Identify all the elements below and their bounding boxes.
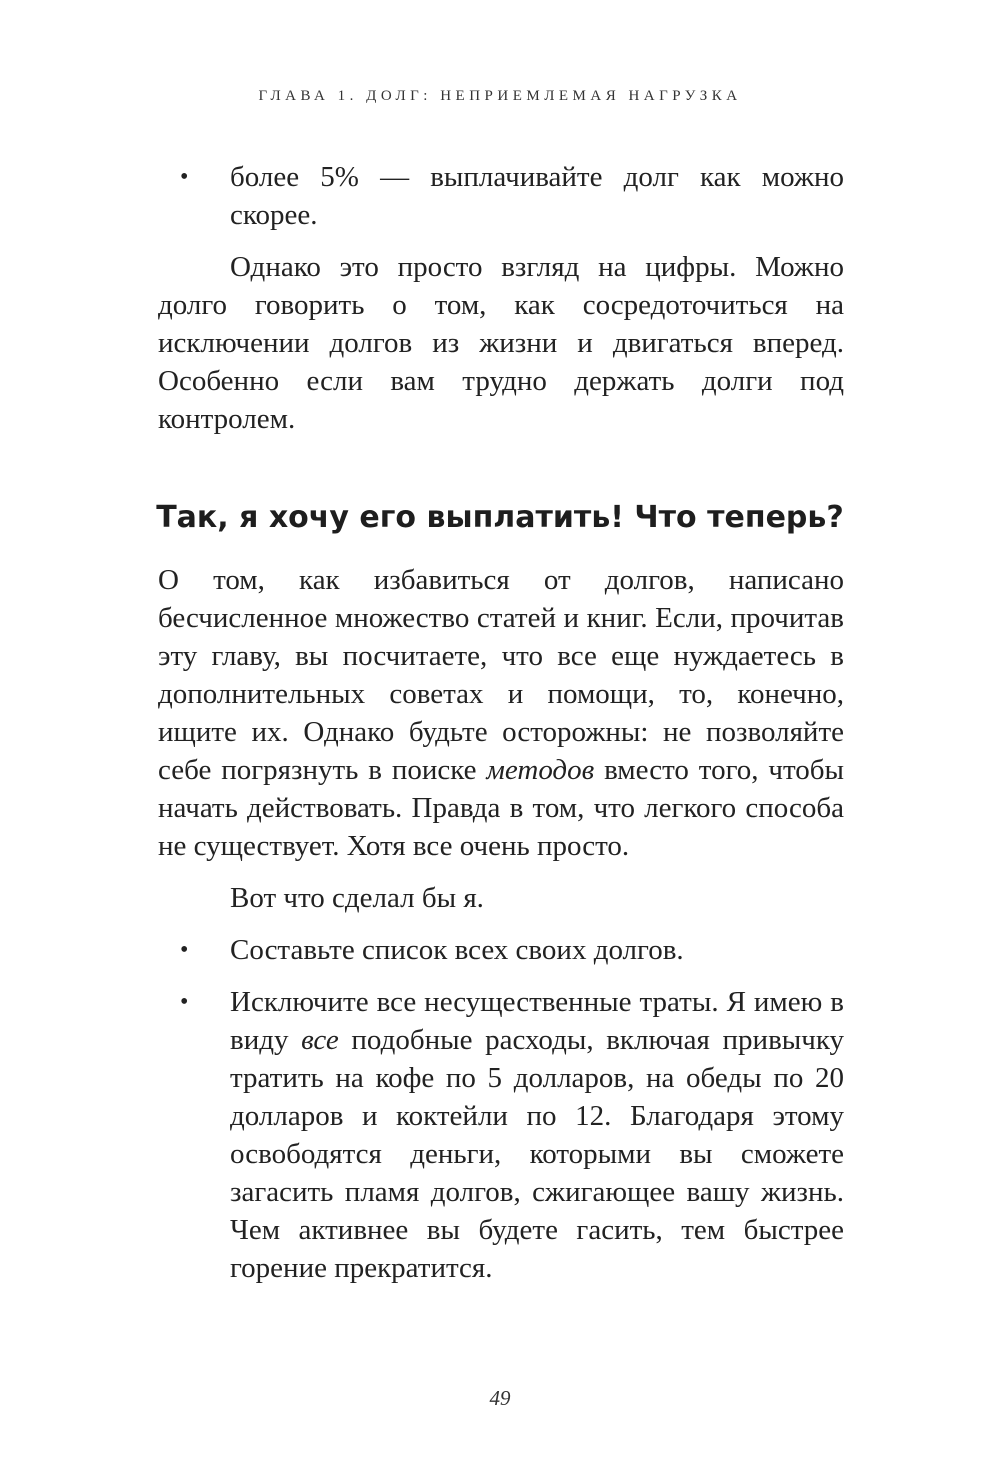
paragraph: Вот что сделал бы я. [230, 882, 484, 914]
bullet-icon: • [180, 989, 189, 1015]
list-item-text: подобные расходы, включая привычку тратить на кофе по 5 долларов, на обеды по 20 долларов и коктейли по 12. Благодаря этому освободятся деньги, которыми вы сможете загасить пламя долгов, сжигающее вашу жизнь. Чем активнее вы будете гасить, тем быстрее горение прекратится. [230, 1024, 845, 1284]
bullet-icon: • [180, 937, 189, 963]
paragraph-text: вместо того, чтобы начать действовать. Правда в том, что легкого способа не существует. Хотя все очень просто. [158, 754, 845, 862]
paragraph-text: О том, как избавиться от долгов, написано бесчисленное множество статей и книг. Если, прочитав эту главу, вы посчитаете, что все еще нуждаетесь в дополнительных советах и помощи, то, конечно, ищите их. Однако будьте осторожны: не позволяйте себе погрязнуть в поиске [158, 564, 844, 786]
paragraph: Однако это просто взгляд на цифры. Можно долго говорить о том, как сосредоточиться на исключении долгов из жизни и двигаться вперед. Особенно если вам трудно держать долги под контролем. [158, 251, 844, 435]
list-item-text: Исключите все несущественные траты. Я имею в виду [230, 986, 844, 1056]
bullet-icon: • [180, 164, 189, 190]
list-item-text: Составьте список всех своих долгов. [230, 934, 684, 966]
list-item [158, 983, 844, 1287]
main-text-block [158, 561, 844, 1287]
paragraph [158, 561, 844, 865]
page-number: 49 [489, 1386, 511, 1410]
emphasis-text: все [301, 1024, 339, 1056]
top-text-block [158, 158, 844, 438]
list-item-text: более 5% — выплачивайте долг как можно скорее. [230, 161, 844, 231]
list-item [158, 158, 844, 234]
section-heading: Так, я хочу его выплатить! Что теперь? [156, 500, 844, 535]
running-head: ГЛАВА 1. ДОЛГ: НЕПРИЕМЛЕМАЯ НАГРУЗКА [258, 88, 742, 104]
list-item [158, 931, 844, 969]
emphasis-text: методов [486, 754, 595, 786]
